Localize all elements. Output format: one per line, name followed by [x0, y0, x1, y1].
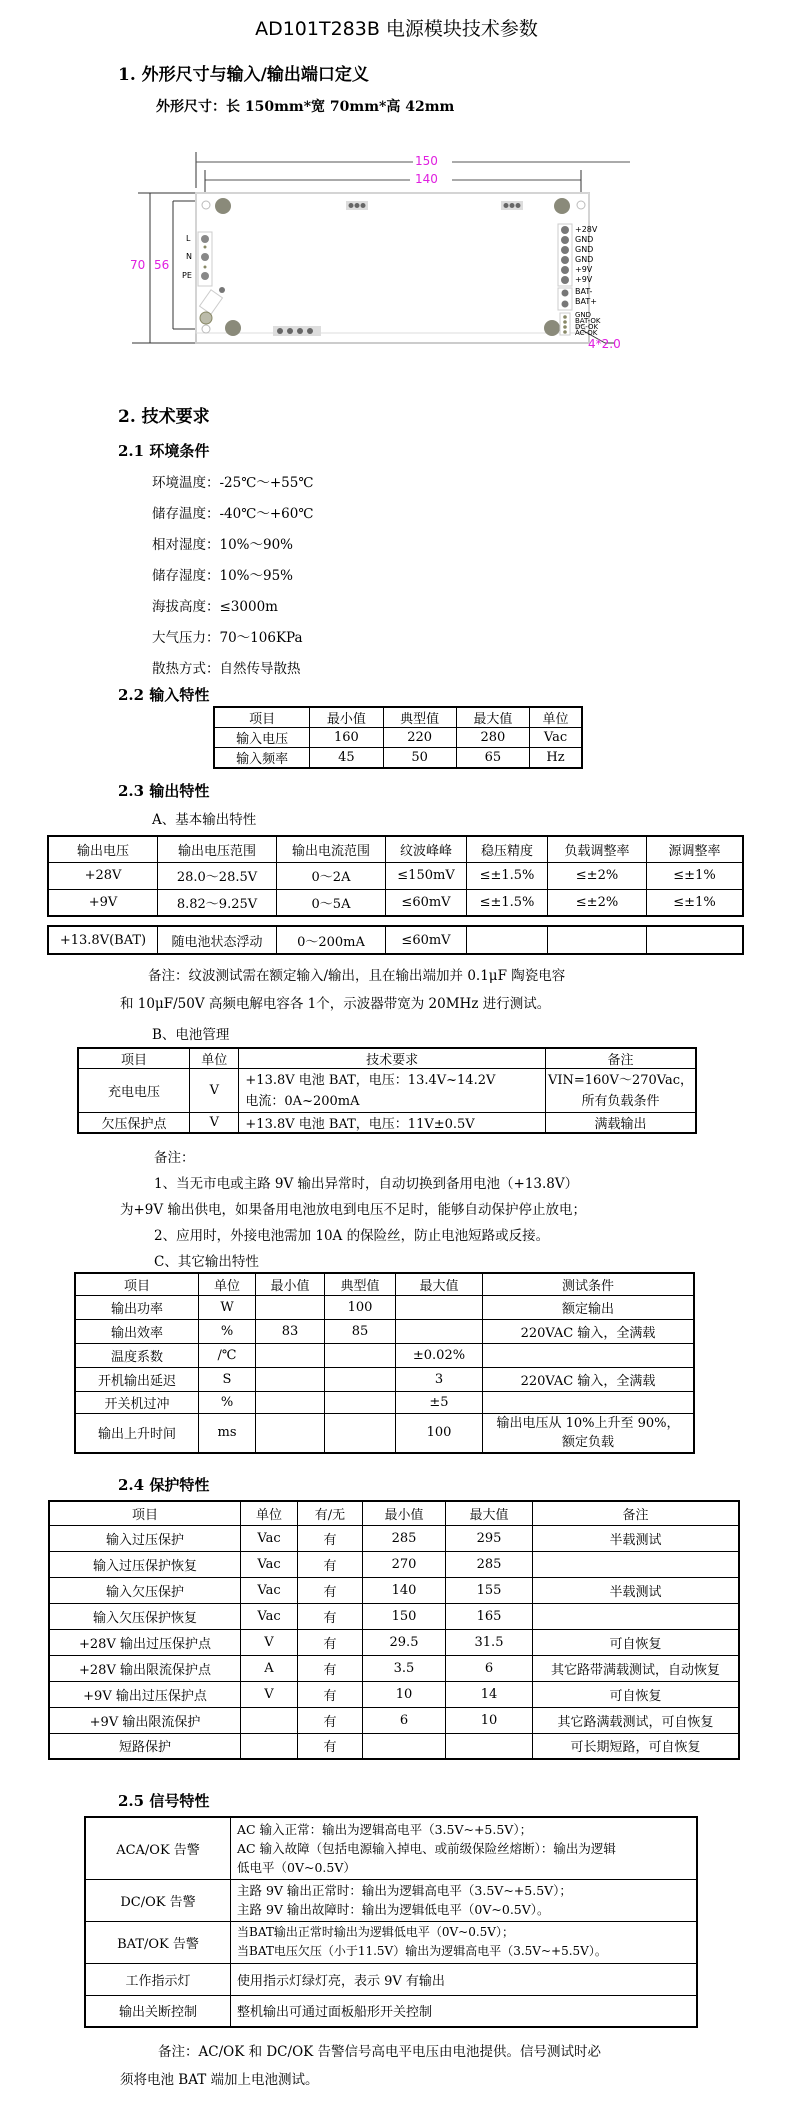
cell: +9V [48, 889, 158, 916]
cell-line: +13.8V 电池 BAT，电压：13.4V~14.2V [245, 1072, 496, 1088]
cell [231, 1817, 698, 1879]
cell: Vac [241, 1577, 298, 1603]
cell: DC/OK 告警 [85, 1879, 231, 1921]
document-title: AD101T283B 电源模块技术参数 [255, 18, 538, 40]
cell [647, 926, 744, 954]
cell: 270 [363, 1551, 446, 1577]
table-row [214, 748, 582, 769]
cell [241, 1733, 298, 1759]
cell: +13.8V(BAT) [48, 926, 158, 954]
cell: 可自恢复 [533, 1681, 740, 1707]
cell: +28V 输出限流保护点 [49, 1655, 241, 1681]
table-row [75, 1367, 694, 1391]
header-cell: 最小值 [310, 707, 383, 728]
pin-label-pe: PE [182, 271, 192, 280]
cell: 0～5A [277, 889, 386, 916]
cell: 有 [298, 1655, 363, 1681]
cell [241, 1707, 298, 1733]
cell: ≤60mV [386, 926, 467, 954]
header-cell: 输出电流范围 [277, 836, 386, 862]
cell: 3.5 [363, 1655, 446, 1681]
pin-label: BAT-OK [575, 317, 601, 325]
table-row [75, 1295, 694, 1319]
cell: 6 [363, 1707, 446, 1733]
cell: 整机输出可通过面板船形开关控制 [231, 1995, 698, 2027]
header-cell: 技术要求 [239, 1048, 546, 1069]
cell: +13.8V 电池 BAT，电压：11V±0.5V [239, 1113, 546, 1134]
battery-note-2: 2、应用时，外接电池需加 10A 的保险丝，防止电池短路或反接。 [154, 1228, 550, 1244]
table-row [85, 1995, 697, 2027]
cell [483, 1343, 695, 1367]
cell: ≤±1.5% [467, 889, 548, 916]
cell [256, 1391, 325, 1413]
cell-line: 主路 9V 输出正常时：输出为逻辑高电平（3.5V~+5.5V）； [237, 1883, 572, 1898]
cell: 3 [396, 1367, 483, 1391]
cell: +9V 输出过压保护点 [49, 1681, 241, 1707]
header-cell: 单位 [241, 1501, 298, 1525]
dim-70-label: 70 [130, 258, 146, 272]
cell: 14 [446, 1681, 533, 1707]
cell: ≤±2% [548, 862, 647, 889]
signal-note-line-2: 须将电池 BAT 端加上电池测试。 [120, 2072, 319, 2088]
cell: 150 [363, 1603, 446, 1629]
cell: % [199, 1391, 256, 1413]
table-header-row [48, 836, 743, 862]
cell: 8.82～9.25V [158, 889, 277, 916]
cell: ≤60mV [386, 889, 467, 916]
table-row [49, 1655, 739, 1681]
env-item: 环境温度：-25℃～+55℃ [152, 475, 314, 491]
pin-label: GND [575, 311, 592, 319]
cell: A [241, 1655, 298, 1681]
cell: 使用指示灯绿灯亮，表示 9V 有输出 [231, 1963, 698, 1995]
protection-heading: 2.4 保护特性 [118, 1476, 210, 1494]
header-cell: 典型值 [383, 707, 456, 728]
table-row [85, 1963, 697, 1995]
cell-line: VIN=160V～270Vac， [547, 1072, 693, 1088]
table-row [48, 862, 743, 889]
header-cell: 单位 [199, 1273, 256, 1295]
cell: /℃ [199, 1343, 256, 1367]
cell: 0～200mA [277, 926, 386, 954]
cell: 280 [456, 728, 529, 748]
cell: 有 [298, 1733, 363, 1759]
cell [325, 1413, 396, 1453]
env-item: 储存湿度：10%～95% [152, 568, 294, 584]
header-cell: 源调整率 [647, 836, 744, 862]
cell: 工作指示灯 [85, 1963, 231, 1995]
table-row [49, 1733, 739, 1759]
pin-label: +9V [575, 265, 593, 274]
cell: BAT/OK 告警 [85, 1921, 231, 1963]
cell [533, 1603, 740, 1629]
module-outline-drawing [130, 140, 630, 360]
cell: 满载输出 [545, 1113, 696, 1134]
pin-label: GND [575, 235, 594, 244]
battery-mgmt-heading: B、电池管理 [152, 1027, 230, 1043]
cell: 有 [298, 1707, 363, 1733]
cell: 295 [446, 1525, 533, 1551]
cell: 输入欠压保护 [49, 1577, 241, 1603]
header-cell: 稳压精度 [467, 836, 548, 862]
cell-line: 当BAT输出正常时输出为逻辑低电平（0V~0.5V）； [237, 1925, 514, 1939]
cell: 100 [396, 1413, 483, 1453]
cell: V [190, 1069, 239, 1113]
table-row [85, 1879, 697, 1921]
cell: 6 [446, 1655, 533, 1681]
header-cell: 典型值 [325, 1273, 396, 1295]
cell-line: AC 输入正常：输出为逻辑高电平（3.5V~+5.5V）； [237, 1821, 533, 1837]
cell [396, 1319, 483, 1343]
cell: 50 [383, 748, 456, 769]
cell: ms [199, 1413, 256, 1453]
cell: ≤±1.5% [467, 862, 548, 889]
basic-output-table [47, 835, 744, 917]
table-row [75, 1319, 694, 1343]
dim-140-label: 140 [415, 172, 438, 186]
output-pin-labels [575, 225, 597, 307]
battery-note-title: 备注： [154, 1150, 195, 1166]
cell [545, 1069, 696, 1113]
cell [325, 1367, 396, 1391]
cell: Vac [530, 728, 582, 748]
cell: 随电池状态浮动 [158, 926, 277, 954]
cell: 140 [363, 1577, 446, 1603]
cell: 有 [298, 1551, 363, 1577]
hole-note-label: 4*2.0 [588, 337, 621, 351]
cell: 可长期短路，可自恢复 [533, 1733, 740, 1759]
header-cell: 最大值 [456, 707, 529, 728]
cell [239, 1069, 546, 1113]
cell: Vac [241, 1551, 298, 1577]
header-cell: 项目 [49, 1501, 241, 1525]
table-row [48, 926, 743, 954]
pin-label: BAT- [575, 287, 593, 296]
table-row [78, 1113, 696, 1134]
cell: 半载测试 [533, 1525, 740, 1551]
dim-150-label: 150 [415, 154, 438, 168]
header-cell: 单位 [530, 707, 582, 728]
input-heading: 2.2 输入特性 [118, 686, 210, 704]
cell: ≤±2% [548, 889, 647, 916]
table-row [75, 1413, 694, 1453]
cell: 85 [325, 1319, 396, 1343]
table-row [49, 1603, 739, 1629]
header-cell: 有/无 [298, 1501, 363, 1525]
cell: 半载测试 [533, 1577, 740, 1603]
cell: 100 [325, 1295, 396, 1319]
signal-pin-labels [575, 312, 601, 336]
cell-line: 当BAT电压欠压（小于11.5V）输出为逻辑高电平（3.5V~+5.5V）。 [237, 1944, 607, 1958]
cell: 输入电压 [214, 728, 310, 748]
section-1-heading: 1. 外形尺寸与输入/输出端口定义 [118, 65, 369, 85]
cell: 开机输出延迟 [75, 1367, 199, 1391]
pin-label: AC-OK [575, 329, 598, 337]
section-2-heading: 2. 技术要求 [118, 407, 210, 427]
cell: 有 [298, 1577, 363, 1603]
cell: 65 [456, 748, 529, 769]
cell: ≤150mV [386, 862, 467, 889]
table-row [78, 1069, 696, 1113]
cell: 输出上升时间 [75, 1413, 199, 1453]
other-output-heading: C、其它输出特性 [154, 1254, 259, 1270]
pin-label: GND [575, 255, 594, 264]
cell: 155 [446, 1577, 533, 1603]
table-row [49, 1681, 739, 1707]
cell: W [199, 1295, 256, 1319]
table-row [75, 1343, 694, 1367]
cell: 10 [363, 1681, 446, 1707]
cell: 29.5 [363, 1629, 446, 1655]
cell [363, 1733, 446, 1759]
header-cell: 单位 [190, 1048, 239, 1069]
signal-note-line-1: 备注：AC/OK 和 DC/OK 告警信号高电平电压由电池提供。信号测试时必 [158, 2044, 602, 2060]
env-item: 海拔高度：≤3000m [152, 599, 278, 615]
cell: 285 [446, 1551, 533, 1577]
cell-line: 电流：0A~200mA [245, 1093, 360, 1109]
cell [256, 1413, 325, 1453]
cell: 输出效率 [75, 1319, 199, 1343]
table-row [49, 1551, 739, 1577]
table-row [75, 1391, 694, 1413]
table-row [49, 1577, 739, 1603]
cell-line: 低电平（0V~0.5V） [237, 1859, 356, 1875]
cell: 输出功率 [75, 1295, 199, 1319]
cell: 欠压保护点 [78, 1113, 190, 1134]
cell: V [190, 1113, 239, 1134]
table-row [85, 1817, 697, 1879]
table-header-row [49, 1501, 739, 1525]
cell [256, 1295, 325, 1319]
dimension-drawing [130, 140, 630, 360]
cell: 短路保护 [49, 1733, 241, 1759]
cell [396, 1295, 483, 1319]
cell: V [241, 1681, 298, 1707]
cell: ±0.02% [396, 1343, 483, 1367]
pin-label-l: L [186, 234, 191, 243]
cell: ACA/OK 告警 [85, 1817, 231, 1879]
cell: 输入过压保护 [49, 1525, 241, 1551]
header-cell: 最小值 [256, 1273, 325, 1295]
cell: 0～2A [277, 862, 386, 889]
table-row [85, 1921, 697, 1963]
cell-line: AC 输入故障（包括电源输入掉电、或前级保险丝熔断）：输出为逻辑 [237, 1840, 616, 1856]
cell [256, 1343, 325, 1367]
battery-mgmt-table [77, 1047, 697, 1134]
cell: 额定输出 [483, 1295, 695, 1319]
cell: 有 [298, 1629, 363, 1655]
header-cell: 最大值 [396, 1273, 483, 1295]
dimensions-text: 外形尺寸：长 150mm*宽 70mm*高 42mm [156, 99, 455, 115]
cell: 有 [298, 1525, 363, 1551]
battery-note-1b: 为+9V 输出供电，如果备用电池放电到电压不足时，能够自动保护停止放电； [120, 1202, 586, 1218]
cell: 输入过压保护恢复 [49, 1551, 241, 1577]
pin-label-n: N [186, 252, 192, 261]
cell: ≤±1% [647, 862, 744, 889]
cell-line: 输出电压从 10%上升至 90%， [496, 1415, 680, 1431]
cell: Vac [241, 1603, 298, 1629]
cell: 输出关断控制 [85, 1995, 231, 2027]
header-cell: 纹波峰峰 [386, 836, 467, 862]
cell [467, 926, 548, 954]
cell [446, 1733, 533, 1759]
cell [483, 1413, 695, 1453]
header-cell: 备注 [545, 1048, 696, 1069]
ripple-note-line-2: 和 10μF/50V 高频电解电容各 1个，示波器带宽为 20MHz 进行测试。 [120, 996, 551, 1012]
env-item: 储存温度：-40℃～+60℃ [152, 506, 314, 522]
header-cell: 最大值 [446, 1501, 533, 1525]
pin-label: GND [575, 245, 594, 254]
cell: 输入频率 [214, 748, 310, 769]
cell: S [199, 1367, 256, 1391]
cell [256, 1367, 325, 1391]
table-row [214, 728, 582, 748]
pin-label: +9V [575, 275, 593, 284]
cell: Vac [241, 1525, 298, 1551]
signal-table [84, 1816, 698, 2028]
header-cell: 项目 [78, 1048, 190, 1069]
ripple-note-line-1: 备注：纹波测试需在额定输入/输出，且在输出端加并 0.1μF 陶瓷电容 [148, 968, 566, 984]
cell: 220VAC 输入，全满载 [483, 1319, 695, 1343]
cell: 220 [383, 728, 456, 748]
battery-note-1a: 1、当无市电或主路 9V 输出异常时，自动切换到备用电池（+13.8V） [154, 1176, 579, 1192]
header-cell: 项目 [75, 1273, 199, 1295]
cell: 开关机过冲 [75, 1391, 199, 1413]
header-cell: 输出电压 [48, 836, 158, 862]
cell-line: 主路 9V 输出故障时：输出为逻辑低电平（0V~0.5V）。 [237, 1902, 550, 1917]
protection-table [48, 1500, 740, 1760]
dim-56-label: 56 [154, 258, 170, 272]
cell: % [199, 1319, 256, 1343]
cell: 其它路带满载测试，自动恢复 [533, 1655, 740, 1681]
cell: 充电电压 [78, 1069, 190, 1113]
cell: 有 [298, 1681, 363, 1707]
cell: 有 [298, 1603, 363, 1629]
cell: ±5 [396, 1391, 483, 1413]
table-header-row [214, 707, 582, 728]
cell: 温度系数 [75, 1343, 199, 1367]
cell [325, 1343, 396, 1367]
cell-line: 所有负载条件 [581, 1093, 660, 1109]
cell: 165 [446, 1603, 533, 1629]
cell [548, 926, 647, 954]
pin-label: +28V [575, 225, 598, 234]
other-output-table [74, 1272, 695, 1454]
table-row [48, 889, 743, 916]
cell: 220VAC 输入，全满载 [483, 1367, 695, 1391]
cell-line: 额定负载 [561, 1434, 614, 1450]
cell: ≤±1% [647, 889, 744, 916]
table-header-row [75, 1273, 694, 1295]
header-cell: 最小值 [363, 1501, 446, 1525]
cell: 输入欠压保护恢复 [49, 1603, 241, 1629]
cell [483, 1391, 695, 1413]
env-heading: 2.1 环境条件 [118, 442, 210, 460]
header-cell: 项目 [214, 707, 310, 728]
input-table [213, 706, 583, 769]
pin-label: BAT+ [575, 297, 597, 306]
cell: 10 [446, 1707, 533, 1733]
cell: 可自恢复 [533, 1629, 740, 1655]
env-item: 大气压力：70～106KPa [152, 630, 303, 646]
header-cell: 测试条件 [483, 1273, 695, 1295]
cell: 160 [310, 728, 383, 748]
cell: +9V 输出限流保护 [49, 1707, 241, 1733]
table-row [49, 1707, 739, 1733]
env-item: 散热方式：自然传导散热 [152, 661, 301, 677]
cell: 31.5 [446, 1629, 533, 1655]
cell [231, 1879, 698, 1921]
cell: +28V 输出过压保护点 [49, 1629, 241, 1655]
cell: 其它路满载测试，可自恢复 [533, 1707, 740, 1733]
cell: +28V [48, 862, 158, 889]
cell: 28.0～28.5V [158, 862, 277, 889]
cell [231, 1921, 698, 1963]
cell: 83 [256, 1319, 325, 1343]
basic-output-heading: A、基本输出特性 [152, 812, 257, 828]
env-item: 相对湿度：10%～90% [152, 537, 294, 553]
cell: V [241, 1629, 298, 1655]
output-heading: 2.3 输出特性 [118, 782, 210, 800]
table-header-row [78, 1048, 696, 1069]
signal-heading: 2.5 信号特性 [118, 1792, 210, 1810]
cell: Hz [530, 748, 582, 769]
cell: 45 [310, 748, 383, 769]
cell [325, 1391, 396, 1413]
cell: 285 [363, 1525, 446, 1551]
header-cell: 输出电压范围 [158, 836, 277, 862]
pin-label: DC-OK [575, 323, 599, 331]
battery-output-table [47, 925, 744, 955]
table-row [49, 1525, 739, 1551]
cell [533, 1551, 740, 1577]
table-row [49, 1629, 739, 1655]
header-cell: 负载调整率 [548, 836, 647, 862]
header-cell: 备注 [533, 1501, 740, 1525]
